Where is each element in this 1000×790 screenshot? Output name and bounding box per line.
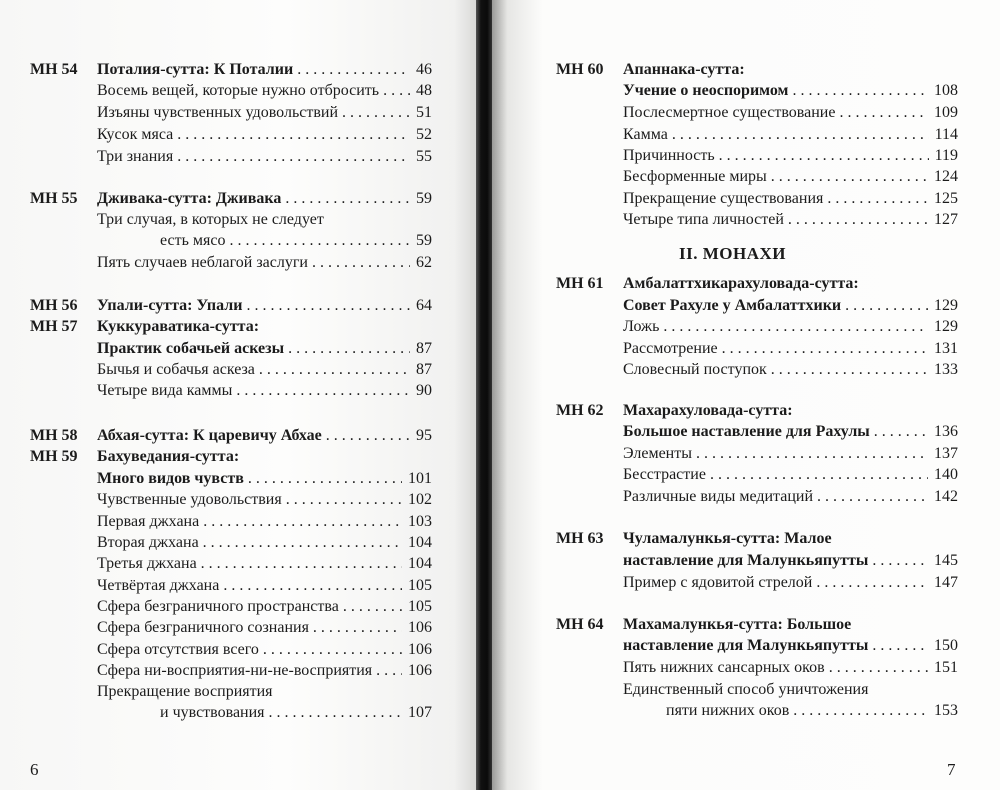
toc-entry[interactable] [160,702,432,724]
leader-dots [286,489,402,511]
toc-entry-page: 106 [408,662,432,679]
toc-entry-page: 48 [416,82,432,99]
toc-entry[interactable] [623,443,958,465]
toc-entry-title: Изъяны чувственных удовольствий [97,104,339,121]
toc-entry-title: Различные виды медитаций [623,488,814,505]
toc-entry-page: 52 [416,126,432,143]
toc-entry-page: 62 [416,254,432,271]
toc-entry[interactable] [160,230,432,252]
toc-entry-page: 108 [934,82,958,99]
sutta-code: МН 61 [556,275,604,292]
right-page [492,0,1000,790]
toc-entry-title: Поталия-сутта: К Поталии [97,61,294,78]
toc-entry-title: Абхая-сутта: К царевичу Абхае [97,427,322,444]
toc-entry-title: Дживака-сутта: Дживака [97,190,282,207]
toc-entry-title: Амбалаттхикарахуловада-сутта: [623,275,859,292]
toc-entry-title: пяти нижних оков [666,702,790,719]
toc-entry-title: Первая джхана [97,513,200,530]
toc-entry-page: 103 [408,513,432,530]
toc-entry-title: Совет Рахуле у Амбалаттхики [623,297,842,314]
toc-entry[interactable] [97,380,432,402]
toc-entry-title: Большое наставление для Рахулы [623,423,870,440]
toc-entry[interactable] [623,209,958,231]
toc-entry-title: и чувствования [160,704,265,721]
leader-dots [201,553,402,575]
toc-entry-title: Сфера ни-восприятия-ни-не-восприятия [97,662,373,679]
sutta-code: МН 56 [30,297,78,314]
leader-dots [663,316,928,338]
toc-entry-page: 105 [408,577,432,594]
toc-entry[interactable] [623,635,958,657]
toc-entry-title: Бычья и собачья аскеза [97,361,255,378]
toc-entry-page: 133 [934,361,958,378]
sutta-code: МН 64 [556,616,604,633]
toc-entry[interactable] [97,446,432,468]
toc-entry-page: 114 [934,126,958,143]
toc-entry-page: 46 [416,61,432,78]
left-page [0,0,478,790]
toc-entry-page: 105 [408,598,432,615]
toc-entry-page: 137 [934,445,958,462]
toc-entry[interactable] [623,59,958,81]
toc-entry-title: Бесформенные миры [623,168,767,185]
leader-dots [839,102,928,124]
toc-entry[interactable] [97,489,432,511]
leader-dots [816,572,928,594]
toc-entry[interactable] [623,550,958,572]
toc-entry-page: 64 [416,297,432,314]
toc-entry-title: Куккураватика-сутта: [97,318,260,335]
toc-entry-page: 104 [408,555,432,572]
toc-entry[interactable] [97,338,432,360]
leader-dots [696,443,928,465]
sutta-code: МН 63 [556,530,604,547]
toc-entry-title: Прекращение восприятия [97,683,273,700]
toc-entry-page: 131 [934,340,958,357]
leader-dots [326,425,410,447]
leader-dots [342,102,410,124]
toc-entry-page: 142 [934,488,958,505]
toc-entry-title: Словесный поступок [623,361,767,378]
leader-dots [203,511,402,533]
toc-entry-page: 119 [934,147,958,164]
toc-entry[interactable] [97,80,432,102]
toc-entry-page: 150 [934,637,958,654]
leader-dots [269,702,402,724]
toc-entry[interactable] [666,700,958,722]
toc-entry[interactable] [97,59,432,81]
toc-entry-title: Бесстрастие [623,466,706,483]
leader-dots [376,660,402,682]
toc-entry[interactable] [623,316,958,338]
toc-entry-title: Махарахуловада-сутта: [623,402,793,419]
toc-entry-page: 153 [934,702,958,719]
leader-dots [792,80,928,102]
toc-entry-title: Пять случаев неблагой заслуги [97,254,308,271]
toc-entry[interactable] [97,511,432,533]
toc-entry[interactable] [97,660,432,682]
toc-entry[interactable] [623,614,958,636]
toc-entry-title: Махамалункья-сутта: Большое [623,616,852,633]
toc-entry[interactable] [97,146,432,168]
toc-entry-page: 95 [416,427,432,444]
toc-entry-title: Рассмотрение [623,340,718,357]
leader-dots [229,230,410,252]
toc-entry-title: Апаннака-сутта: [623,61,745,78]
toc-entry-title: Причинность [623,147,715,164]
toc-entry[interactable] [97,553,432,575]
toc-entry-page: 127 [934,211,958,228]
toc-entry-title: Практик собачьей аскезы [97,340,285,357]
toc-entry[interactable] [623,338,958,360]
toc-entry-title: Четыре вида каммы [97,382,233,399]
toc-entry-page: 101 [408,470,432,487]
leader-dots [236,380,410,402]
toc-entry[interactable] [623,124,958,146]
leader-dots [710,464,928,486]
leader-dots [872,635,928,657]
leader-dots [343,596,402,618]
toc-entry-title: наставление для Малункьяпутты [623,637,869,654]
toc-entry-page: 147 [934,574,958,591]
toc-entry[interactable] [97,295,432,317]
toc-entry-page: 140 [934,466,958,483]
toc-entry-page: 125 [934,190,958,207]
leader-dots [223,575,402,597]
leader-dots [177,124,410,146]
toc-entry-page: 151 [934,659,958,676]
sutta-code: МН 58 [30,427,78,444]
toc-entry-page: 59 [416,190,432,207]
leader-dots [246,295,410,317]
toc-entry-title: Учение о неоспоримом [623,82,789,99]
toc-entry-page: 106 [408,619,432,636]
toc-entry-page: 51 [416,104,432,121]
leader-dots [203,532,402,554]
toc-entry[interactable] [97,532,432,554]
toc-entry-title: наставление для Малункьяпутты [623,552,869,569]
leader-dots [259,359,410,381]
leader-dots [817,486,928,508]
toc-entry-title: Сфера безграничного пространства [97,598,339,615]
toc-entry-page: 107 [408,704,432,721]
sutta-code: МН 62 [556,402,604,419]
toc-entry-title: Элементы [623,445,692,462]
leader-dots [722,338,928,360]
toc-entry-title: Кусок мяса [97,126,174,143]
toc-entry[interactable] [623,657,958,679]
toc-entry[interactable] [623,359,958,381]
toc-entry-page: 129 [934,297,958,314]
toc-entry[interactable] [97,188,432,210]
toc-entry[interactable] [623,145,958,167]
toc-entry-title: Пять нижних сансарных оков [623,659,825,676]
toc-entry[interactable] [623,273,958,295]
toc-entry[interactable] [623,102,958,124]
toc-entry-title: есть мясо [160,232,226,249]
sutta-code: МН 59 [30,448,78,465]
toc-entry[interactable] [623,528,958,550]
leader-dots [288,338,410,360]
toc-entry[interactable] [623,166,958,188]
toc-entry[interactable] [97,252,432,274]
toc-entry-title: Единственный способ уничтожения [623,681,869,698]
toc-entry[interactable] [97,102,432,124]
toc-entry[interactable] [623,421,958,443]
toc-entry-title: Четыре типа личностей [623,211,784,228]
toc-entry[interactable] [623,464,958,486]
toc-entry[interactable] [97,596,432,618]
toc-entry-title: Много видов чувств [97,470,244,487]
sutta-code: МН 60 [556,61,604,78]
toc-entry[interactable] [97,124,432,146]
toc-entry-title: Три знания [97,148,174,165]
toc-entry-title: Пример с ядовитой стрелой [623,574,813,591]
toc-entry-page: 55 [416,148,432,165]
leader-dots [177,146,410,168]
leader-dots [872,550,928,572]
toc-entry-page: 102 [408,491,432,508]
leader-dots [383,80,410,102]
toc-entry[interactable] [623,572,958,594]
leader-dots [285,188,410,210]
sutta-code: МН 57 [30,318,78,335]
toc-entry-title: Три случая, в которых не следует [97,211,324,228]
leader-dots [263,639,402,661]
leader-dots [827,188,928,210]
leader-dots [829,657,928,679]
toc-entry-title: Сфера безграничного сознания [97,619,309,636]
sutta-code: МН 54 [30,61,78,78]
toc-entry-page: 145 [934,552,958,569]
toc-entry[interactable] [97,359,432,381]
toc-entry[interactable] [97,425,432,447]
toc-entry-page: 104 [408,534,432,551]
toc-entry-page: 59 [416,232,432,249]
toc-entry[interactable] [623,400,958,422]
toc-entry-title: Упали-сутта: Упали [97,297,243,314]
toc-entry-title: Третья джхана [97,555,197,572]
toc-entry-title: Вторая джхана [97,534,199,551]
toc-entry[interactable] [97,681,432,703]
sutta-code: МН 55 [30,190,78,207]
toc-entry-page: 109 [934,104,958,121]
toc-entry-title: Камма [623,126,668,143]
toc-entry-page: 136 [934,423,958,440]
toc-entry-title: Ложь [623,318,660,335]
toc-entry-title: Сфера отсутствия всего [97,641,259,658]
toc-entry-title: Восемь вещей, которые нужно отбросить [97,82,380,99]
toc-entry[interactable] [97,468,432,490]
leader-dots [312,252,410,274]
leader-dots [297,59,410,81]
leader-dots [874,421,928,443]
toc-entry[interactable] [97,316,432,338]
leader-dots [771,359,928,381]
page-number-left: 6 [30,760,39,779]
toc-entry-title: Четвёртая джхана [97,577,220,594]
toc-entry[interactable] [623,295,958,317]
toc-entry[interactable] [97,639,432,661]
toc-entry[interactable] [623,679,958,701]
leader-dots [793,700,928,722]
section-heading: II. МОНАХИ [679,244,786,263]
toc-entry-title: Чуламалункья-сутта: Малое [623,530,832,547]
leader-dots [845,295,928,317]
leader-dots [719,145,929,167]
toc-entry-page: 87 [416,361,432,378]
leader-dots [248,468,402,490]
toc-entry-title: Прекращение существования [623,190,824,207]
toc-entry-page: 106 [408,641,432,658]
toc-entry[interactable] [97,617,432,639]
toc-entry-page: 90 [416,382,432,399]
toc-entry-page: 87 [416,340,432,357]
toc-entry[interactable] [623,188,958,210]
toc-entry-page: 129 [934,318,958,335]
leader-dots [313,617,402,639]
page-number-right: 7 [947,760,956,779]
toc-entry[interactable] [97,575,432,597]
leader-dots [672,124,929,146]
toc-entry[interactable] [623,80,958,102]
toc-entry-title: Бахуведания-сутта: [97,448,240,465]
toc-entry-title: Чувственные удовольствия [97,491,282,508]
toc-entry[interactable] [623,486,958,508]
book-spine [476,0,492,790]
leader-dots [788,209,928,231]
toc-entry[interactable] [97,209,432,231]
toc-entry-page: 124 [934,168,958,185]
toc-entry-title: Послесмертное существование [623,104,836,121]
leader-dots [771,166,928,188]
